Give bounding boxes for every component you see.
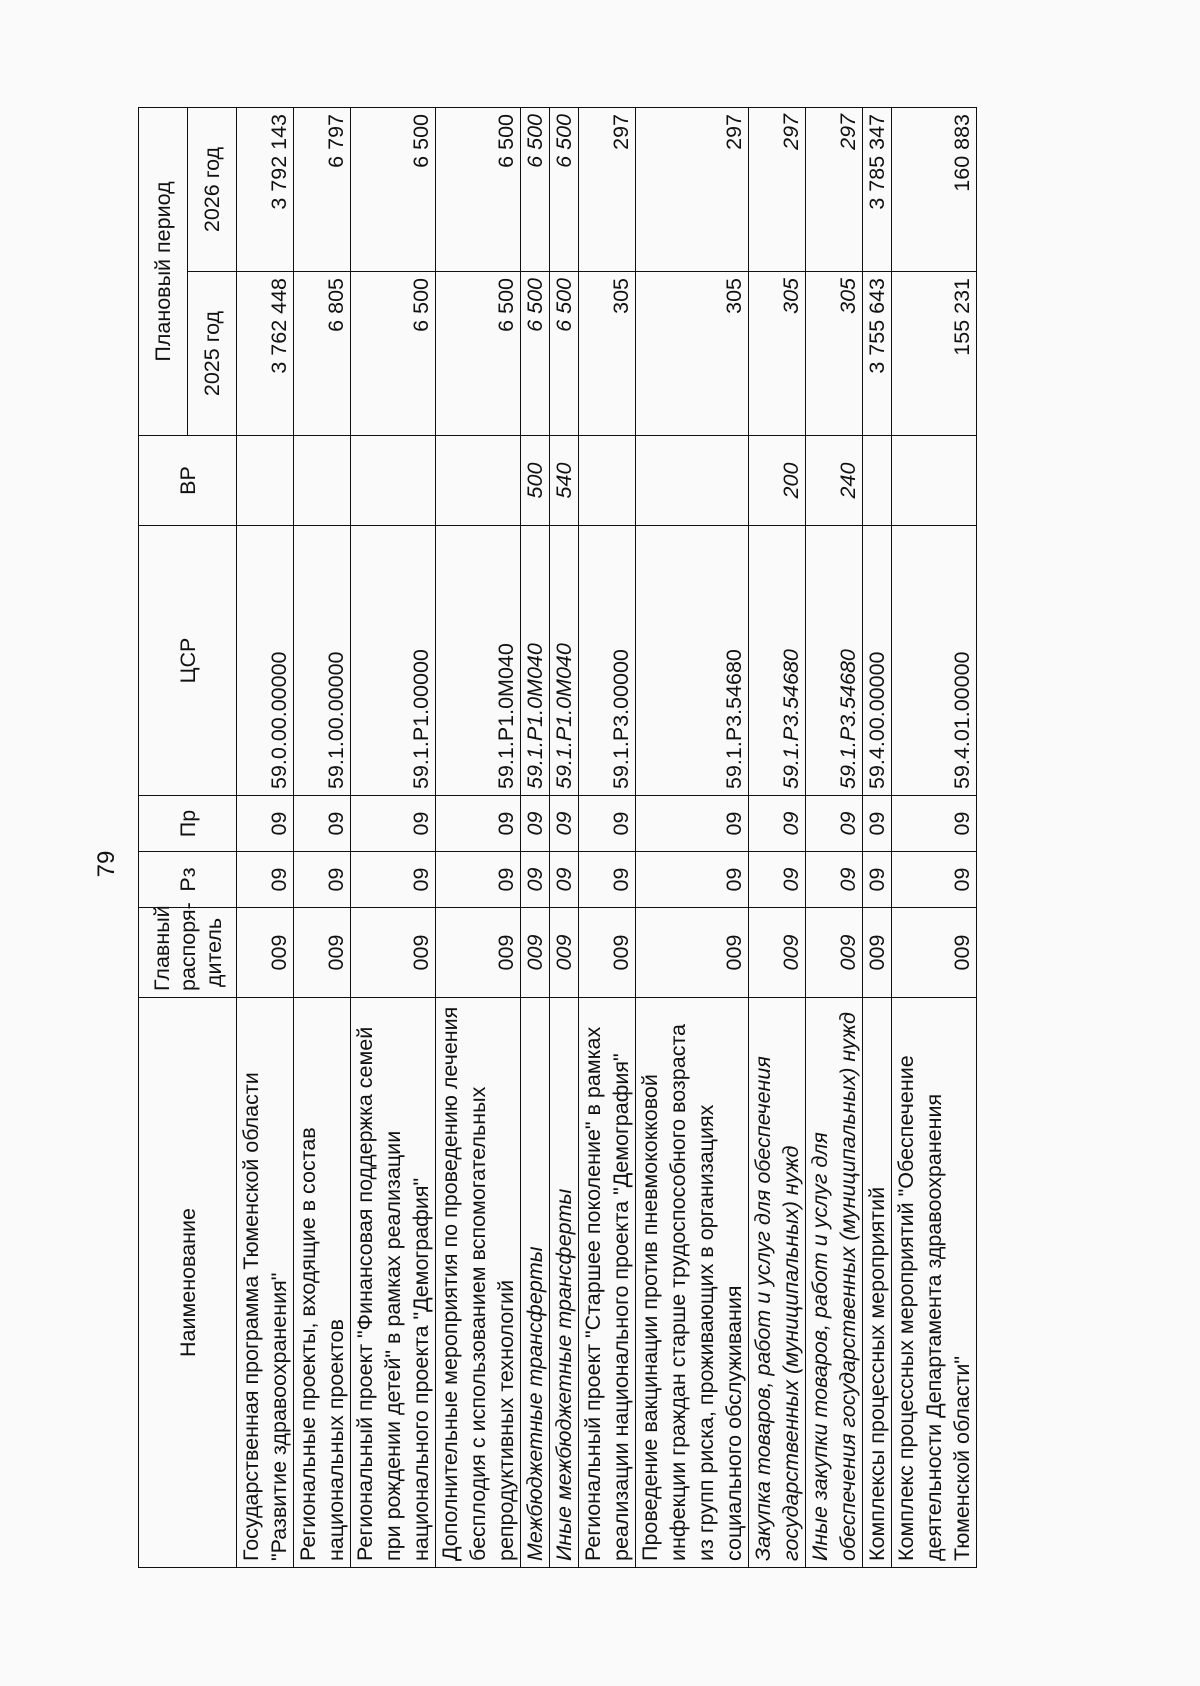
- cell-2026: 6 797: [294, 108, 351, 272]
- cell-csr: 59.0.00.00000: [237, 526, 294, 796]
- cell-rz: 09: [579, 852, 636, 908]
- cell-rz: 09: [749, 852, 806, 908]
- cell-rz: 09: [237, 852, 294, 908]
- cell-name: Региональный проект "Старшее поколение" в рамках реализации национального проекта "Демография": [579, 998, 636, 1568]
- cell-2026: 297: [806, 108, 863, 272]
- cell-vr: 540: [550, 436, 579, 526]
- cell-grs: 009: [749, 908, 806, 998]
- cell-2025: 155 231: [892, 272, 977, 436]
- cell-rz: 09: [806, 852, 863, 908]
- cell-2026: 6 500: [436, 108, 521, 272]
- cell-rz: 09: [521, 852, 550, 908]
- cell-pr: 09: [892, 796, 977, 852]
- cell-grs: 009: [806, 908, 863, 998]
- cell-2026: 6 500: [550, 108, 579, 272]
- budget-table: [138, 107, 977, 1568]
- header-2025: 2025 год: [188, 272, 237, 436]
- cell-name: Государственная программа Тюменской области "Развитие здравоохранения": [237, 998, 294, 1568]
- table-row: [521, 108, 550, 1568]
- table-row: [351, 108, 436, 1568]
- cell-2026: 297: [579, 108, 636, 272]
- cell-2025: 6 500: [351, 272, 436, 436]
- header-2026: 2026 год: [188, 108, 237, 272]
- cell-2025: 3 762 448: [237, 272, 294, 436]
- cell-csr: 59.1.Р3.00000: [579, 526, 636, 796]
- cell-vr: [351, 436, 436, 526]
- cell-2026: 6 500: [351, 108, 436, 272]
- cell-pr: 09: [294, 796, 351, 852]
- cell-csr: 59.1.Р1.0М040: [521, 526, 550, 796]
- table-body: [237, 108, 977, 1568]
- cell-vr: [436, 436, 521, 526]
- cell-pr: 09: [237, 796, 294, 852]
- cell-name: Региональные проекты, входящие в состав национальных проектов: [294, 998, 351, 1568]
- cell-2026: 3 785 347: [863, 108, 892, 272]
- header-name: Наименование: [139, 998, 237, 1568]
- cell-2025: 6 500: [550, 272, 579, 436]
- cell-grs: 009: [294, 908, 351, 998]
- header-vr: ВР: [139, 436, 237, 526]
- cell-csr: 59.1.Р3.54680: [749, 526, 806, 796]
- cell-pr: 09: [436, 796, 521, 852]
- table-row: [436, 108, 521, 1568]
- cell-pr: 09: [749, 796, 806, 852]
- cell-name: Иные закупки товаров, работ и услуг для обеспечения государственных (муниципальных) нужд: [806, 998, 863, 1568]
- header-plan-period: Плановый период: [139, 108, 188, 436]
- cell-2026: 3 792 143: [237, 108, 294, 272]
- cell-2026: 6 500: [521, 108, 550, 272]
- cell-grs: 009: [351, 908, 436, 998]
- cell-grs: 009: [436, 908, 521, 998]
- table-row: [863, 108, 892, 1568]
- header-pr: Пр: [139, 796, 237, 852]
- table-row: [550, 108, 579, 1568]
- table-row: [806, 108, 863, 1568]
- cell-name: Закупка товаров, работ и услуг для обеспечения государственных (муниципальных) нужд: [749, 998, 806, 1568]
- table-row: [237, 108, 294, 1568]
- cell-2026: 297: [749, 108, 806, 272]
- cell-vr: [237, 436, 294, 526]
- rotated-table-wrapper: [138, 108, 977, 1568]
- cell-pr: 09: [863, 796, 892, 852]
- cell-2025: 305: [636, 272, 749, 436]
- table-row: [636, 108, 749, 1568]
- cell-pr: 09: [351, 796, 436, 852]
- cell-2026: 297: [636, 108, 749, 272]
- cell-csr: 59.1.Р3.54680: [636, 526, 749, 796]
- cell-vr: [294, 436, 351, 526]
- cell-rz: 09: [436, 852, 521, 908]
- cell-pr: 09: [521, 796, 550, 852]
- table-row: [749, 108, 806, 1568]
- cell-rz: 09: [863, 852, 892, 908]
- cell-2025: 3 755 643: [863, 272, 892, 436]
- cell-2025: 6 500: [521, 272, 550, 436]
- table-header: [139, 108, 237, 1568]
- cell-vr: [579, 436, 636, 526]
- cell-rz: 09: [892, 852, 977, 908]
- cell-name: Региональный проект "Финансовая поддержка семей при рождении детей" в рамках реализации национального проекта "Демография": [351, 998, 436, 1568]
- cell-pr: 09: [579, 796, 636, 852]
- cell-name: Иные межбюджетные трансферты: [550, 998, 579, 1568]
- cell-vr: 240: [806, 436, 863, 526]
- cell-2025: 305: [749, 272, 806, 436]
- cell-name: Межбюджетные трансферты: [521, 998, 550, 1568]
- cell-vr: [863, 436, 892, 526]
- cell-rz: 09: [294, 852, 351, 908]
- cell-grs: 009: [237, 908, 294, 998]
- cell-2025: 305: [806, 272, 863, 436]
- cell-pr: 09: [806, 796, 863, 852]
- cell-csr: 59.1.Р3.54680: [806, 526, 863, 796]
- cell-vr: 200: [749, 436, 806, 526]
- cell-grs: 009: [863, 908, 892, 998]
- cell-vr: [892, 436, 977, 526]
- cell-grs: 009: [521, 908, 550, 998]
- header-grs: Главный распоря-дитель: [139, 908, 237, 998]
- cell-csr: 59.4.00.00000: [863, 526, 892, 796]
- cell-csr: 59.1.Р1.00000: [351, 526, 436, 796]
- cell-csr: 59.1.Р1.0М040: [550, 526, 579, 796]
- cell-2025: 305: [579, 272, 636, 436]
- table-row: [294, 108, 351, 1568]
- cell-grs: 009: [892, 908, 977, 998]
- cell-2025: 6 500: [436, 272, 521, 436]
- cell-2025: 6 805: [294, 272, 351, 436]
- cell-grs: 009: [636, 908, 749, 998]
- header-csr: ЦСР: [139, 526, 237, 796]
- cell-name: Проведение вакцинации против пневмококковой инфекции граждан старше трудоспособного возраста из групп риска, проживающих в организациях социального обслуживания: [636, 998, 749, 1568]
- cell-grs: 009: [579, 908, 636, 998]
- cell-csr: 59.1.Р1.0М040: [436, 526, 521, 796]
- table-row: [579, 108, 636, 1568]
- cell-rz: 09: [351, 852, 436, 908]
- cell-vr: [636, 436, 749, 526]
- cell-rz: 09: [550, 852, 579, 908]
- table-row: [892, 108, 977, 1568]
- cell-2026: 160 883: [892, 108, 977, 272]
- cell-csr: 59.1.00.00000: [294, 526, 351, 796]
- cell-pr: 09: [550, 796, 579, 852]
- cell-rz: 09: [636, 852, 749, 908]
- cell-csr: 59.4.01.00000: [892, 526, 977, 796]
- header-rz: Рз: [139, 852, 237, 908]
- cell-name: Комплекс процессных мероприятий "Обеспечение деятельности Департамента здравоохранения Тюменской области": [892, 998, 977, 1568]
- page-number: 79: [93, 850, 120, 878]
- cell-name: Комплексы процессных мероприятий: [863, 998, 892, 1568]
- cell-name: Дополнительные мероприятия по проведению лечения бесплодия с использованием вспомогательных репродуктивных технологий: [436, 998, 521, 1568]
- cell-grs: 009: [550, 908, 579, 998]
- cell-pr: 09: [636, 796, 749, 852]
- cell-vr: 500: [521, 436, 550, 526]
